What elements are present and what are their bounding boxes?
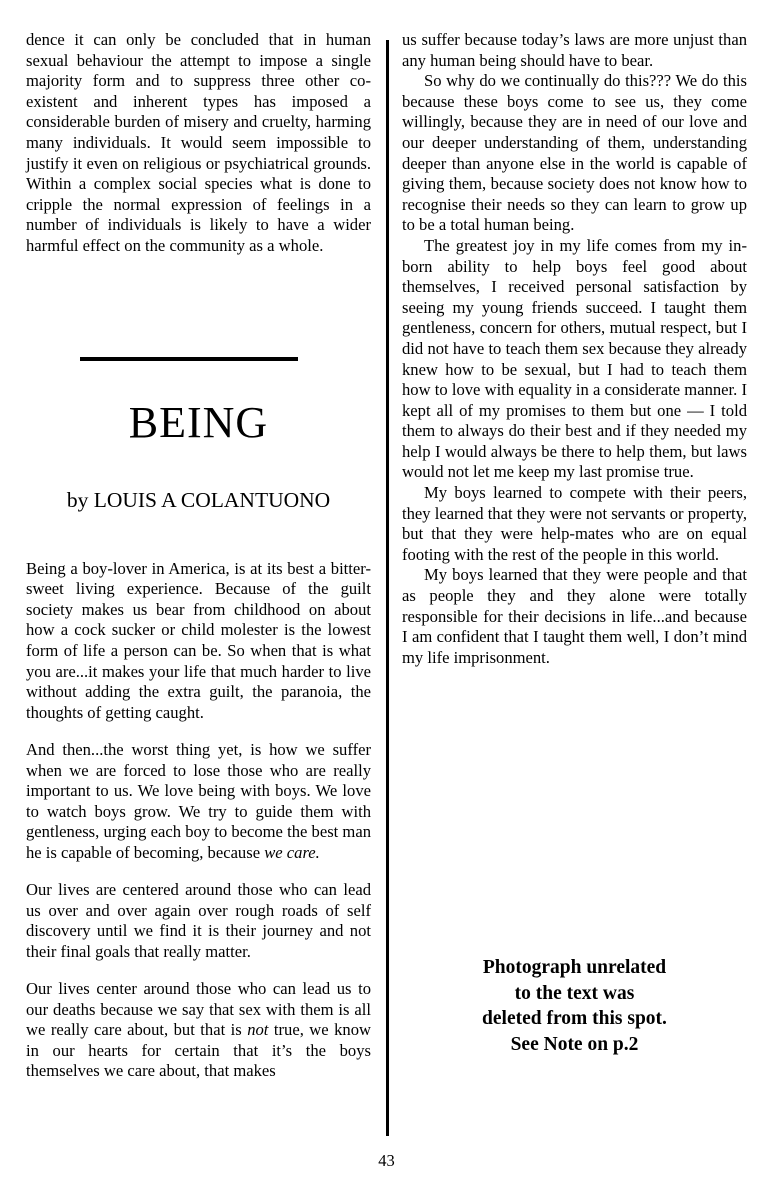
paragraph: So why do we continually do this??? We do this because these boys come to see us, they come willingly, because they are in need of our love and our deeper understanding of them, understanding deeper than anyone else in the world is capable of giving them, because society does not know how to recognise their needs so they can learn to grow up to be a total human being. [402,71,747,235]
article-title: BEING [128,398,269,447]
page-number: 43 [378,1151,395,1170]
photo-note-line: See Note on p.2 [510,1033,639,1055]
paragraph: The greatest joy in my life comes from my in-born ability to help boys feel good about themselves, I received personal satisfaction by seeing my young friends succeed. I taught them gentleness, concern for others, mutual respect, but I did not have to teach them sex because they already knew how to be sexual, but I had to teach them how to love with equality in a considerate manner. I kept all of my promises to them but one — I told them to always do their best and if they needed my help I would always be there to help them, but laws would not let me keep my last promise true. [402,235,747,482]
paragraph: Being a boy-lover in America, is at its best a bitter-sweet living experience. Because of the guilt society makes us bear from childhood on about how a cock sucker or child molester is the lowest form of life a person can be. So when that is what you are...it makes your life that much harder to live without adding the extra guilt, the paranoia, the thoughts of getting caught. [26,558,371,722]
left-column-continued-text [26,30,371,257]
article-body-right-column [402,30,747,668]
photo-note-line: to the text was [514,982,635,1004]
paragraph: My boys learned that they were people and that as people they and they alone were totally responsible for their decisions in life...and because I am confident that I taught them well, I don’t mind my life imprisonment. [402,565,747,667]
paragraph: And then...the worst thing yet, is how we suffer when we are forced to lose those who are really important to us. We love being with boys. We love to watch boys grow. We try to guide them with gentleness, urging each boy to become the best man he is capable of becoming, because we care. [26,739,371,862]
column-divider-rule [386,40,389,1136]
paragraph: us suffer because today’s laws are more unjust than any human being should have to bear. [402,30,747,70]
emphasized-text: not [247,1020,269,1040]
emphasized-text: we care. [264,842,320,862]
paragraph-continued: dence it can only be concluded that in human sexual behaviour the attempt to impose a single majority form and to suppress three other co-existent and inherent types has imposed a considerable burden of misery and cruelty, harming many individuals. It would seem impossible to justify it even on religious or psychiatrical grounds. Within a complex social species what is done to cripple the normal expression of feelings in a number of individuals is likely to have a wider harmful effect on the community as a whole. [26,30,371,255]
photo-deleted-note [402,955,747,1057]
section-divider-rule [80,357,298,361]
article-body-left-column [26,542,371,1099]
paragraph: My boys learned to compete with their peers, they learned that they were not servants or property, but that they were help-mates who are on equal footing with the rest of the people in this world. [402,483,747,564]
article-byline: by LOUIS A COLANTUONO [66,488,331,512]
photo-note-line: Photograph unrelated [482,957,667,978]
paragraph: Our lives are centered around those who can lead us over and over again over rough roads of self discovery until we find it is their journey and not their final goals that really matter. [26,880,371,961]
paragraph: Our lives center around those who can lead us to our deaths because we say that sex with them is all we really care about, but that is not true, we know in our hearts for certain that it’s the boys themselves we care about, that makes [26,979,371,1081]
photo-note-line: deleted from this spot. [482,1008,667,1029]
